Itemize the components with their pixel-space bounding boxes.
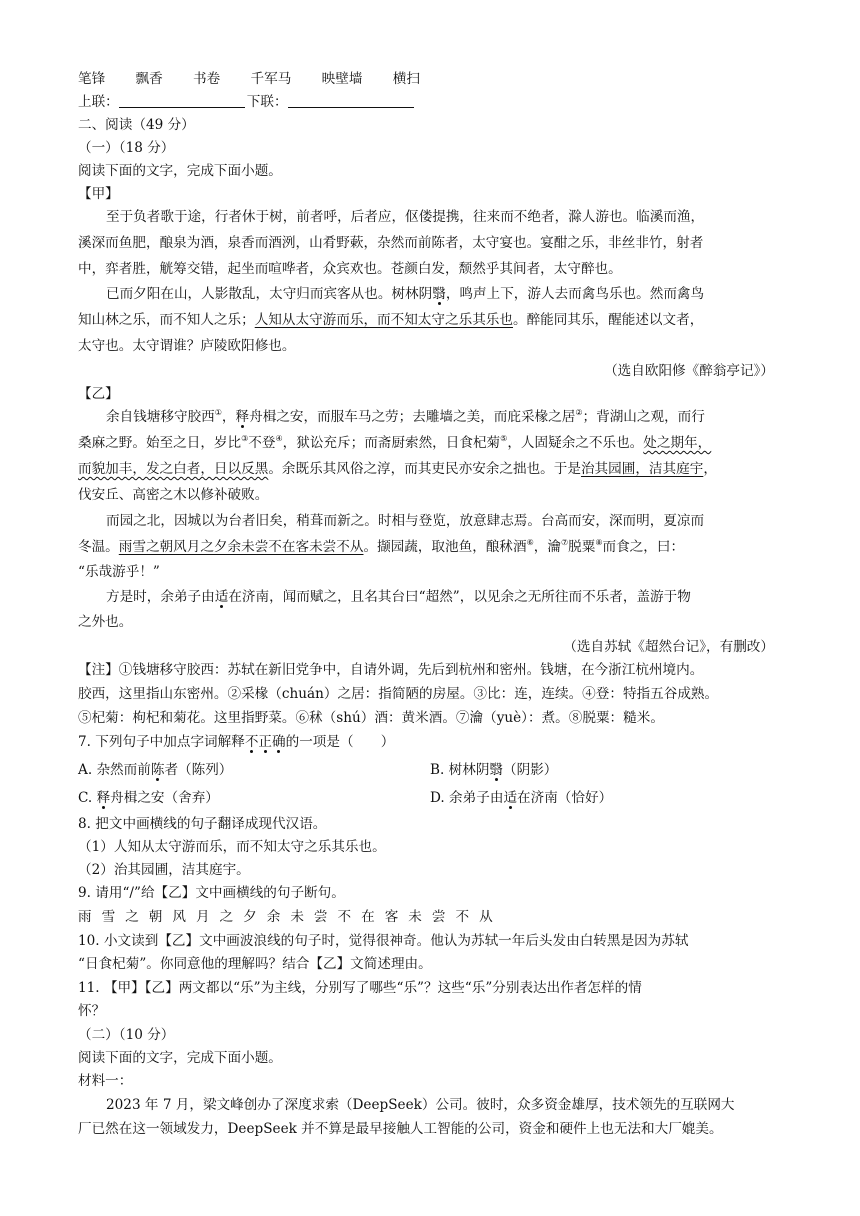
lower-couplet-label: 下联：	[246, 94, 288, 110]
option-a[interactable]	[78, 762, 232, 778]
underlined-sentence: 人知从太守游而乐，而不知太守之乐其乐也	[254, 312, 513, 328]
text: 脱粟	[568, 539, 596, 555]
underlined-sentence: 治其园圃，洁其庭宇	[580, 461, 704, 477]
word: 书卷	[193, 71, 221, 87]
dotted-char: 释	[96, 790, 111, 806]
part-title: （二）（10 分）	[78, 1027, 175, 1043]
question-8-item: （1）人知从太守游而乐，而不知太守之乐其乐也。	[78, 839, 386, 855]
text: 方是时，余弟子由	[106, 589, 215, 605]
option-b[interactable]	[430, 759, 557, 783]
text: B. 树林阴	[430, 762, 490, 778]
text: 桑麻之野。始至之日，岁比	[78, 435, 242, 451]
text: 的一项是（ ）	[285, 734, 395, 750]
dotted-char: 释	[235, 409, 250, 425]
dotted-char: 陈	[150, 762, 165, 778]
text: D. 余弟子由	[430, 790, 504, 806]
couplet-answer-line	[78, 91, 416, 115]
question-9-sentence: 雨雪之朝风月之夕余未尝不在客未尝不从	[78, 909, 503, 925]
dotted-char: 正	[258, 734, 273, 750]
passage-line: 2023 年 7 月，梁文峰创办了深度求索（DeepSeek）公司。彼时，众多资金雄厚，技术领先的互联网大	[106, 1097, 735, 1113]
passage-line	[78, 432, 711, 456]
question-9-stem: 9. 请用“/”给【乙】文中画横线的句子断句。	[78, 885, 345, 901]
text: 7. 下列句子中加点字词解释	[78, 734, 245, 750]
dotted-char: 翳	[432, 286, 446, 302]
text: 。余既乐其风俗之淳，而其吏民亦安余之拙也。于是	[268, 461, 581, 477]
text: 舟楫之安，而服车马之劳；去雕墙之美，而庇采椽之居	[249, 409, 576, 425]
upper-couplet-label: 上联：	[78, 94, 119, 110]
passage-line	[78, 536, 684, 560]
passage-line	[106, 586, 691, 610]
passage-line: 厂已然在这一领域发力，DeepSeek 并不算是最早接触人工智能的公司，资金和硬件上也无法和大厂媲美。	[78, 1121, 723, 1137]
text: ，	[703, 461, 717, 477]
text: 冬温。	[78, 539, 119, 555]
wavy-underlined-sentence: 处之期年，	[643, 435, 712, 451]
text: 而食之，曰：	[602, 539, 685, 555]
text: ；背湖山之观，而行	[582, 409, 705, 425]
passage-line: 之外也。	[78, 614, 133, 630]
annotation-line: ⑤杞菊：枸杞和菊花。这里指野菜。⑥秫（shú）酒：黄米酒。⑦瀹（yuè）：煮。⑧脱粟：糙米。	[78, 710, 664, 726]
wavy-underlined-sentence: 而貌加丰，发之白者，日以反黑	[78, 461, 269, 477]
note-ref: ⑧	[595, 538, 603, 547]
passage-line: “乐哉游乎！”	[78, 564, 160, 580]
question-7-options-row	[78, 759, 778, 783]
passage-line: 太守也。太守谓谁？庐陵欧阳修也。	[78, 338, 296, 354]
word-bank	[78, 68, 420, 92]
word: 横扫	[392, 71, 420, 87]
note-ref: ⑦	[560, 538, 569, 547]
passage-line: 伐安丘、高密之木以修补破败。	[78, 487, 269, 503]
text: 舟楫之安（舍弃）	[110, 790, 219, 806]
dotted-char: 适	[214, 589, 229, 605]
dotted-char: 不	[244, 734, 259, 750]
dotted-char: 适	[503, 790, 518, 806]
text: 在济南（恰好）	[517, 790, 613, 806]
text: 已而夕阳在山，人影散乱，太守归而宾客从也。树林阴	[106, 286, 433, 302]
word: 千军马	[250, 71, 292, 87]
passage-line	[78, 309, 703, 333]
note-ref: ③	[241, 434, 249, 443]
text: ，狱讼充斥；而斋厨索然，日食杞菊	[282, 435, 501, 451]
option-c[interactable]	[78, 790, 219, 806]
question-7-stem	[78, 731, 394, 755]
text: 者（陈列）	[164, 762, 233, 778]
instruction: 阅读下面的文字，完成下面小题。	[78, 1050, 282, 1066]
option-d[interactable]	[430, 787, 612, 811]
word: 飘香	[135, 71, 163, 87]
text: A. 杂然而前	[78, 762, 151, 778]
note-ref: ⑥	[526, 538, 534, 547]
text: 不登	[248, 435, 276, 451]
dotted-char: 确	[272, 734, 286, 750]
annotation-line: 【注】①钱塘移守胶西：苏轼在新旧党争中，自请外调，先后到杭州和密州。钱塘，在今浙江杭州境内。	[78, 662, 704, 678]
question-10-line: “日食杞菊”。你同意他的理解吗？结合【乙】文简述理由。	[78, 956, 432, 972]
passage-line: 而园之北，因城以为台者旧矣，稍葺而新之。时相与登览，放意肆志焉。台高而安，深而明，夏凉而	[106, 513, 705, 529]
text: 余自钱塘移守胶西	[106, 409, 215, 425]
passage-line	[106, 283, 704, 307]
lower-couplet-blank[interactable]	[288, 92, 414, 108]
annotation-line: 胶西，这里指山东密州。②采椽（chuán）之居：指简陋的房屋。③比：连，连续。④登：特指五谷成熟。	[78, 686, 719, 702]
text: 在济南，闻而赋之，且名其台曰“超然”，以见余之无所往而不乐者，盖游于物	[228, 589, 691, 605]
question-7-options-row	[78, 787, 778, 811]
text: ，鸣声上下，游人去而禽鸟乐也。然而禽鸟	[445, 286, 705, 302]
dotted-char: 翳	[489, 762, 504, 778]
question-8-item: （2）治其园圃，洁其庭宇。	[78, 862, 250, 878]
part-title: （一）（18 分）	[78, 140, 175, 156]
question-11-line: 怀？	[78, 1003, 106, 1019]
question-10-line: 10. 小文读到【乙】文中画波浪线的句子时，觉得很神奇。他认为苏轼一年后头发由白转黑是因为苏轼	[78, 933, 689, 949]
note-ref: ⑤	[500, 434, 508, 443]
material-label: 材料一：	[78, 1073, 133, 1089]
passage-label-jia: 【甲】	[78, 186, 119, 202]
passage-line: 至于负者歌于途，行者休于树，前者呼，后者应，伛偻提携，往来而不绝者，滁人游也。临溪而渔，	[106, 209, 705, 225]
passage-label-yi: 【乙】	[78, 386, 119, 402]
text: C.	[78, 790, 97, 806]
question-8-stem: 8. 把文中画横线的句子翻译成现代汉语。	[78, 816, 327, 832]
text: （阴影）	[503, 762, 558, 778]
underlined-sentence: 雨雪之朝风月之夕余未尝不在客未尝不从	[118, 539, 364, 555]
question-11-line: 11. 【甲】【乙】两文都以“乐”为主线，分别写了哪些“乐”？这些“乐”分别表达出作者怎样的情	[78, 980, 642, 996]
passage-line: 溪深而鱼肥，酿泉为酒，泉香而酒洌，山肴野蔌，杂然而前陈者，太守宴也。宴酣之乐，非丝非竹，射者	[78, 235, 704, 251]
note-ref: ①	[214, 408, 222, 417]
passage-line	[78, 458, 717, 482]
note-ref: ②	[575, 408, 583, 417]
source-citation: （选自欧阳修《醉翁亭记》）	[604, 363, 774, 379]
text: ，瀹	[533, 539, 561, 555]
source-citation: （选自苏轼《超然台记》，有删改）	[563, 639, 774, 655]
passage-line	[106, 406, 705, 430]
note-ref: ④	[275, 434, 283, 443]
passage-line: 中，弈者胜，觥筹交错，起坐而喧哗者，众宾欢也。苍颜白发，颓然乎其间者，太守醉也。	[78, 261, 622, 277]
text: 。醉能同其乐，醒能述以文者，	[513, 312, 704, 328]
text: 知山林之乐，而不知人之乐；	[78, 312, 255, 328]
text: ，人固疑余之不乐也。	[507, 435, 644, 451]
word: 笔锋	[78, 71, 106, 87]
instruction: 阅读下面的文字，完成下面小题。	[78, 163, 282, 179]
text: ，	[221, 409, 236, 425]
upper-couplet-blank[interactable]	[119, 92, 245, 108]
section-heading: 二、阅读（49 分）	[78, 117, 195, 133]
word: 映壁墙	[321, 71, 363, 87]
text: 。撷园蔬，取池鱼，酿秫酒	[363, 539, 527, 555]
